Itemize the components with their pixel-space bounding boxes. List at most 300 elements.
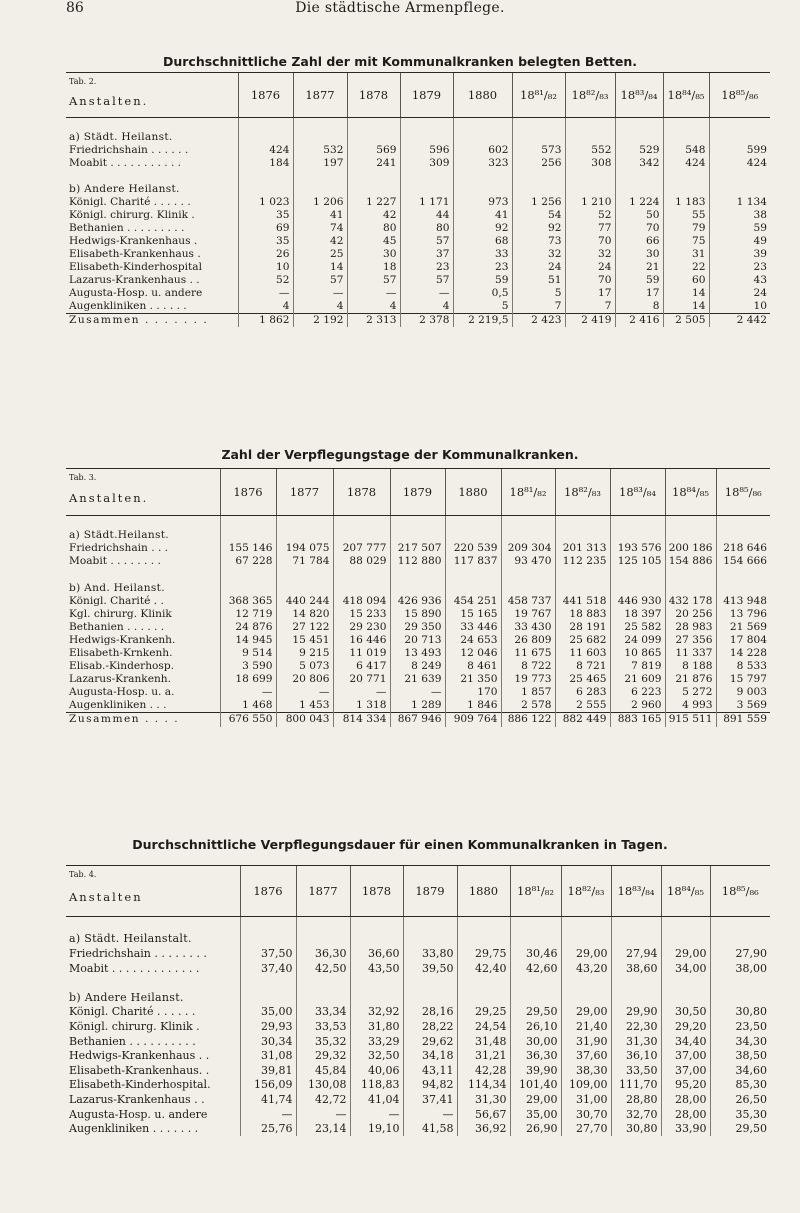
value-cell: 43 <box>709 274 770 287</box>
value-cell: 14 <box>663 300 709 314</box>
value-cell: — <box>276 686 333 699</box>
year-column-header: 18⁸²/₈₃ <box>561 866 611 917</box>
value-cell: 5 073 <box>276 660 333 673</box>
value-cell: 12 719 <box>220 608 276 621</box>
year-column-header: 18⁸²/₈₃ <box>555 469 610 516</box>
value-cell: 1 256 <box>512 196 565 209</box>
table-row <box>66 686 770 699</box>
value-cell: 24 <box>565 261 615 274</box>
value-cell: 109,00 <box>561 1078 611 1093</box>
value-cell: 23,14 <box>296 1121 350 1136</box>
institution-name: Zusammen . . . . . . . <box>66 313 238 327</box>
value-cell: 67 228 <box>220 555 276 568</box>
year-column-header: 18⁸⁴/₈₅ <box>665 469 716 516</box>
value-cell: 21 <box>615 261 663 274</box>
group-label: a) Städt. Heilanstalt. <box>69 932 192 946</box>
institution-name: Hedwigs-Krankenh. <box>69 633 176 646</box>
value-cell: 79 <box>663 222 709 235</box>
value-cell: 4 <box>347 300 400 314</box>
table-row <box>66 209 770 222</box>
value-cell: 14 820 <box>276 608 333 621</box>
value-cell: — <box>240 1107 296 1122</box>
value-cell: 1 453 <box>276 699 333 713</box>
value-cell: 29,50 <box>510 1005 561 1020</box>
value-cell: 19 767 <box>501 608 555 621</box>
table-3-title: Zahl der Verpflegungstage der Kommunalkranken. <box>221 447 579 462</box>
institution-name: Augusta-Hosp. u. andere <box>69 1107 208 1121</box>
value-cell: 1 134 <box>709 196 770 209</box>
value-cell: 21 609 <box>610 673 665 686</box>
value-cell: 17 <box>615 287 663 300</box>
value-cell: 1 468 <box>220 699 276 713</box>
table-row <box>66 1078 770 1093</box>
value-cell: 14 228 <box>716 647 770 660</box>
value-cell: 34,18 <box>403 1048 457 1063</box>
value-cell: 9 514 <box>220 647 276 660</box>
value-cell: 68 <box>453 235 512 248</box>
institution-name: Königl. chirurg. Klinik . <box>69 208 195 221</box>
value-cell: 41,04 <box>350 1092 403 1107</box>
value-cell: 17 804 <box>716 634 770 647</box>
page-heading: Die städtische Armenpflege. <box>295 0 505 16</box>
value-cell: 15 890 <box>390 608 445 621</box>
value-cell: 5 <box>453 300 512 314</box>
table-row <box>66 1048 770 1063</box>
year-column-header: 18⁸⁵/₈₆ <box>709 73 770 118</box>
value-cell: 8 721 <box>555 660 610 673</box>
header-row <box>66 866 770 917</box>
value-cell: — <box>390 686 445 699</box>
value-cell: 114,34 <box>457 1078 510 1093</box>
value-cell: 24 653 <box>445 634 501 647</box>
total-row <box>66 313 770 327</box>
value-cell: 256 <box>512 157 565 170</box>
year-column-header: 1879 <box>403 866 457 917</box>
value-cell: 80 <box>400 222 453 235</box>
value-cell: 29,00 <box>661 946 710 961</box>
value-cell: 25 582 <box>610 621 665 634</box>
value-cell: 11 603 <box>555 647 610 660</box>
value-cell: 29 350 <box>390 621 445 634</box>
value-cell: 24,54 <box>457 1019 510 1034</box>
value-cell: 118,83 <box>350 1078 403 1093</box>
value-cell: 8 533 <box>716 660 770 673</box>
spacer-row <box>66 170 770 183</box>
value-cell: 33 430 <box>501 621 555 634</box>
institution-name: Königl. chirurg. Klinik . <box>69 1019 200 1033</box>
value-cell: 4 993 <box>665 699 716 713</box>
value-cell: 454 251 <box>445 595 501 608</box>
value-cell: 33,90 <box>661 1121 710 1136</box>
value-cell: 28,80 <box>611 1092 661 1107</box>
value-cell: 57 <box>400 274 453 287</box>
table-occupied-beds <box>66 72 770 327</box>
value-cell: — <box>400 287 453 300</box>
value-cell: 1 318 <box>333 699 390 713</box>
table-number: Tab. 4. <box>69 870 97 879</box>
value-cell: 34,40 <box>661 1034 710 1049</box>
value-cell: 39 <box>709 248 770 261</box>
value-cell: 2 313 <box>347 313 400 327</box>
header-row <box>66 469 770 516</box>
table-row <box>66 1019 770 1034</box>
table-row <box>66 946 770 961</box>
table-row <box>66 248 770 261</box>
year-column-header: 1879 <box>390 469 445 516</box>
table-row <box>66 555 770 568</box>
value-cell: 1 183 <box>663 196 709 209</box>
value-cell: 19,10 <box>350 1121 403 1136</box>
group-row <box>66 932 770 947</box>
value-cell: 201 313 <box>555 542 610 555</box>
value-cell: 73 <box>512 235 565 248</box>
value-cell: 1 862 <box>238 313 293 327</box>
value-cell: 33,29 <box>350 1034 403 1049</box>
value-cell: 30,80 <box>611 1121 661 1136</box>
value-cell: 52 <box>565 209 615 222</box>
value-cell: 30,50 <box>661 1005 710 1020</box>
value-cell: 30 <box>615 248 663 261</box>
value-cell: 2 960 <box>610 699 665 713</box>
institution-name: Lazarus-Krankenh. <box>69 673 171 686</box>
year-column-header: 18⁸¹/₈₂ <box>510 866 561 917</box>
value-cell: 30,80 <box>710 1005 770 1020</box>
value-cell: 37,00 <box>661 1048 710 1063</box>
value-cell: 20 713 <box>390 634 445 647</box>
value-cell: 43,11 <box>403 1063 457 1078</box>
group-label: b) And. Heilanst. <box>69 581 165 594</box>
value-cell: 26,50 <box>710 1092 770 1107</box>
value-cell: 24 099 <box>610 634 665 647</box>
value-cell: 18 699 <box>220 673 276 686</box>
value-cell: 10 <box>238 261 293 274</box>
year-column-header: 1879 <box>400 73 453 118</box>
value-cell: 95,20 <box>661 1078 710 1093</box>
value-cell: 32,50 <box>350 1048 403 1063</box>
value-cell: 37,50 <box>240 946 296 961</box>
value-cell: 42 <box>293 235 347 248</box>
table-row <box>66 961 770 976</box>
value-cell: 573 <box>512 144 565 157</box>
value-cell: 7 819 <box>610 660 665 673</box>
value-cell: 16 446 <box>333 634 390 647</box>
year-column-header: 1876 <box>220 469 276 516</box>
value-cell: 20 771 <box>333 673 390 686</box>
value-cell: 39,90 <box>510 1063 561 1078</box>
table-row <box>66 660 770 673</box>
value-cell: 596 <box>400 144 453 157</box>
value-cell: 1 023 <box>238 196 293 209</box>
value-cell: 552 <box>565 144 615 157</box>
value-cell: 18 <box>347 261 400 274</box>
value-cell: 193 576 <box>610 542 665 555</box>
value-cell: 426 936 <box>390 595 445 608</box>
value-cell: 56,67 <box>457 1107 510 1122</box>
year-column-header: 1877 <box>276 469 333 516</box>
year-column-header: 18⁸¹/₈₂ <box>512 73 565 118</box>
table-row <box>66 1034 770 1049</box>
value-cell: 891 559 <box>716 713 770 727</box>
value-cell: — <box>296 1107 350 1122</box>
value-cell: 599 <box>709 144 770 157</box>
year-column-header: 18⁸³/₈₄ <box>610 469 665 516</box>
institution-name: Friedrichshain . . . <box>69 542 169 555</box>
table-row <box>66 1107 770 1122</box>
value-cell: 30,46 <box>510 946 561 961</box>
value-cell: 54 <box>512 209 565 222</box>
value-cell: 41 <box>293 209 347 222</box>
value-cell: 59 <box>615 274 663 287</box>
value-cell: 23,50 <box>710 1019 770 1034</box>
year-column-header: 1880 <box>457 866 510 917</box>
year-column-header: 18⁸¹/₈₂ <box>501 469 555 516</box>
value-cell: 22,30 <box>611 1019 661 1034</box>
value-cell: 38,00 <box>710 961 770 976</box>
institution-name: Elisabeth-Krankenhaus . <box>69 247 201 260</box>
value-cell: 458 737 <box>501 595 555 608</box>
value-cell: 42,50 <box>296 961 350 976</box>
value-cell: 29,93 <box>240 1019 296 1034</box>
institution-name: Lazarus-Krankenhaus . . <box>69 1092 205 1106</box>
value-cell: 28 983 <box>665 621 716 634</box>
spacer-row <box>66 118 770 131</box>
value-cell: 27 122 <box>276 621 333 634</box>
year-column-header: 1880 <box>453 73 512 118</box>
table-row <box>66 673 770 686</box>
value-cell: 10 865 <box>610 647 665 660</box>
value-cell: 25 682 <box>555 634 610 647</box>
value-cell: 22 <box>663 261 709 274</box>
value-cell: 8 722 <box>501 660 555 673</box>
value-cell: 4 <box>400 300 453 314</box>
value-cell: 9 215 <box>276 647 333 660</box>
value-cell: 41,58 <box>403 1121 457 1136</box>
value-cell: 1 206 <box>293 196 347 209</box>
value-cell: 43,50 <box>350 961 403 976</box>
value-cell: 70 <box>615 222 663 235</box>
year-column-header: 18⁸⁵/₈₆ <box>710 866 770 917</box>
institution-column-header <box>66 73 238 118</box>
institution-name: Zusammen . . . . <box>66 713 220 727</box>
value-cell: 25,76 <box>240 1121 296 1136</box>
institution-name: Hedwigs-Krankenhaus . . <box>69 1049 210 1063</box>
institution-name: Königl. Charité . . . . . . <box>69 1005 196 1019</box>
value-cell: 35,32 <box>296 1034 350 1049</box>
value-cell: 41 <box>453 209 512 222</box>
value-cell: 413 948 <box>716 595 770 608</box>
value-cell: 814 334 <box>333 713 390 727</box>
value-cell: 30,00 <box>510 1034 561 1049</box>
value-cell: 52 <box>238 274 293 287</box>
value-cell: 29,20 <box>661 1019 710 1034</box>
value-cell: 29,00 <box>561 946 611 961</box>
value-cell: 39,50 <box>403 961 457 976</box>
value-cell: 446 930 <box>610 595 665 608</box>
table-row <box>66 222 770 235</box>
value-cell: 32 <box>512 248 565 261</box>
value-cell: 29,00 <box>561 1005 611 1020</box>
value-cell: 209 304 <box>501 542 555 555</box>
value-cell: 31,30 <box>457 1092 510 1107</box>
value-cell: — <box>220 686 276 699</box>
spacer-row <box>66 516 770 530</box>
table-row <box>66 261 770 274</box>
institution-name: Elisabeth-Kinderhospital <box>69 260 202 273</box>
value-cell: 207 777 <box>333 542 390 555</box>
value-cell: 24 <box>512 261 565 274</box>
value-cell: 20 806 <box>276 673 333 686</box>
value-cell: 886 122 <box>501 713 555 727</box>
value-cell: 37,41 <box>403 1092 457 1107</box>
value-cell: 49 <box>709 235 770 248</box>
value-cell: 31 <box>663 248 709 261</box>
value-cell: 28 191 <box>555 621 610 634</box>
value-cell: 36,60 <box>350 946 403 961</box>
value-cell: 28,16 <box>403 1005 457 1020</box>
institution-name: Bethanien . . . . . . <box>69 620 165 633</box>
value-cell: 12 046 <box>445 647 501 660</box>
value-cell: 155 146 <box>220 542 276 555</box>
value-cell: 441 518 <box>555 595 610 608</box>
value-cell: 37,40 <box>240 961 296 976</box>
value-cell: 31,80 <box>350 1019 403 1034</box>
value-cell: 70 <box>565 274 615 287</box>
table-row <box>66 1121 770 1136</box>
value-cell: 11 337 <box>665 647 716 660</box>
value-cell: 676 550 <box>220 713 276 727</box>
value-cell: 20 256 <box>665 608 716 621</box>
value-cell: 323 <box>453 157 512 170</box>
institution-name: Lazarus-Krankenhaus . . <box>69 273 200 286</box>
table-row <box>66 621 770 634</box>
value-cell: 218 646 <box>716 542 770 555</box>
value-cell: 29,25 <box>457 1005 510 1020</box>
value-cell: 117 837 <box>445 555 501 568</box>
value-cell: 602 <box>453 144 512 157</box>
institution-name: Moabit . . . . . . . . . . . . . <box>69 961 200 975</box>
value-cell: 32,92 <box>350 1005 403 1020</box>
year-column-header: 1878 <box>350 866 403 917</box>
value-cell: 33 <box>453 248 512 261</box>
year-column-header: 18⁸³/₈₄ <box>611 866 661 917</box>
value-cell: 92 <box>512 222 565 235</box>
value-cell: 10 <box>709 300 770 314</box>
page-number: 86 <box>66 0 84 16</box>
value-cell: 32 <box>565 248 615 261</box>
value-cell: 19 773 <box>501 673 555 686</box>
value-cell: 55 <box>663 209 709 222</box>
institution-name: Elisabeth-Krnkenh. <box>69 646 173 659</box>
institution-name: Bethanien . . . . . . . . . <box>69 221 185 234</box>
year-column-header: 1877 <box>293 73 347 118</box>
value-cell: 51 <box>512 274 565 287</box>
institution-name: Hedwigs-Krankenhaus . <box>69 234 198 247</box>
value-cell: 0,5 <box>453 287 512 300</box>
year-column-header: 18⁸⁵/₈₆ <box>716 469 770 516</box>
value-cell: 75 <box>663 235 709 248</box>
group-label: a) Städt.Heilanst. <box>69 529 169 542</box>
value-cell: 28,00 <box>661 1107 710 1122</box>
institution-name: Augusta-Hosp. u. andere <box>69 286 203 299</box>
value-cell: 440 244 <box>276 595 333 608</box>
year-column-header: 18⁸⁴/₈₅ <box>663 73 709 118</box>
value-cell: 15 165 <box>445 608 501 621</box>
value-cell: 88 029 <box>333 555 390 568</box>
institution-header-label: Anstalten. <box>69 93 149 108</box>
value-cell: 2 578 <box>501 699 555 713</box>
value-cell: 57 <box>400 235 453 248</box>
value-cell: 29,75 <box>457 946 510 961</box>
total-row <box>66 713 770 727</box>
table-row <box>66 634 770 647</box>
value-cell: 33,34 <box>296 1005 350 1020</box>
table-row <box>66 287 770 300</box>
value-cell: 24 876 <box>220 621 276 634</box>
year-column-header: 18⁸³/₈₄ <box>615 73 663 118</box>
value-cell: 13 493 <box>390 647 445 660</box>
value-cell: 59 <box>453 274 512 287</box>
institution-name: Elisabeth-Kinderhospital. <box>69 1078 211 1092</box>
value-cell: 11 675 <box>501 647 555 660</box>
value-cell: 29,90 <box>611 1005 661 1020</box>
value-cell: 66 <box>615 235 663 248</box>
value-cell: 3 590 <box>220 660 276 673</box>
table-average-stay <box>66 865 770 1136</box>
value-cell: 28,22 <box>403 1019 457 1034</box>
value-cell: 30,70 <box>561 1107 611 1122</box>
value-cell: 36,10 <box>611 1048 661 1063</box>
table-4-title: Durchschnittliche Verpflegungsdauer für einen Kommunalkranken in Tagen. <box>132 837 668 852</box>
value-cell: 42,28 <box>457 1063 510 1078</box>
value-cell: — <box>350 1107 403 1122</box>
value-cell: 14 <box>293 261 347 274</box>
institution-name: Königl. Charité . . . . . . <box>69 195 191 208</box>
group-label: b) Andere Heilanst. <box>69 182 180 195</box>
value-cell: 23 <box>453 261 512 274</box>
value-cell: 6 283 <box>555 686 610 699</box>
value-cell: 2 555 <box>555 699 610 713</box>
group-label: a) Städt. Heilanst. <box>69 130 173 143</box>
value-cell: 973 <box>453 196 512 209</box>
year-column-header: 1878 <box>333 469 390 516</box>
value-cell: 69 <box>238 222 293 235</box>
value-cell: 2 505 <box>663 313 709 327</box>
value-cell: 112 880 <box>390 555 445 568</box>
value-cell: 27 356 <box>665 634 716 647</box>
value-cell: 1 227 <box>347 196 400 209</box>
value-cell: 15 451 <box>276 634 333 647</box>
year-column-header: 1876 <box>240 866 296 917</box>
value-cell: 3 569 <box>716 699 770 713</box>
value-cell: 37,60 <box>561 1048 611 1063</box>
value-cell: 42,40 <box>457 961 510 976</box>
value-cell: 27,70 <box>561 1121 611 1136</box>
value-cell: 34,60 <box>710 1063 770 1078</box>
spacer-row <box>66 568 770 581</box>
value-cell: 44 <box>400 209 453 222</box>
value-cell: 45,84 <box>296 1063 350 1078</box>
value-cell: 1 857 <box>501 686 555 699</box>
table-row <box>66 1092 770 1107</box>
value-cell: 883 165 <box>610 713 665 727</box>
value-cell: 93 470 <box>501 555 555 568</box>
value-cell: 154 886 <box>665 555 716 568</box>
value-cell: 7 <box>565 300 615 314</box>
table-row <box>66 274 770 287</box>
value-cell: 36,30 <box>296 946 350 961</box>
value-cell: 424 <box>238 144 293 157</box>
year-column-header: 1878 <box>347 73 400 118</box>
